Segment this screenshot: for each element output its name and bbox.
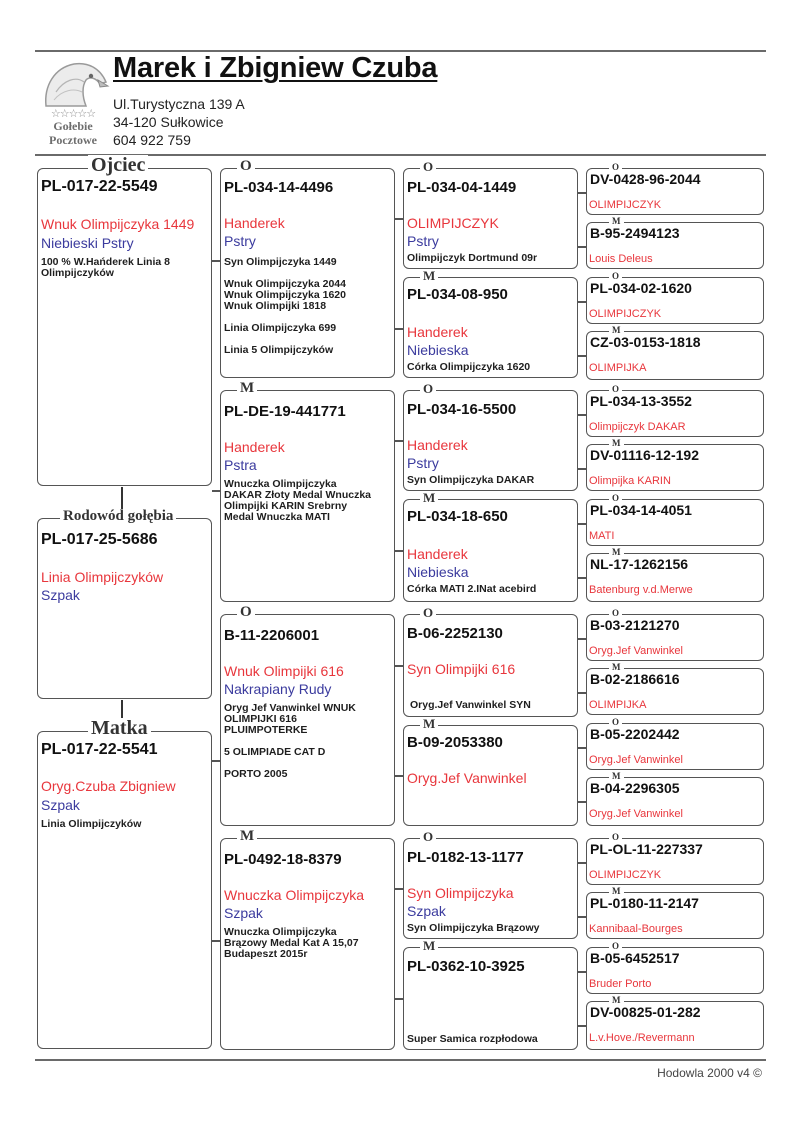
- great-granddam-card[interactable]: [586, 216, 764, 269]
- ring-number: DV-0428-96-2044: [590, 171, 701, 187]
- pigeon-notes: Oryg.Jef Vanwinkel SYN: [410, 699, 531, 711]
- connector-line: [578, 747, 586, 749]
- great-grandsire-card[interactable]: [586, 271, 764, 324]
- pigeon-name: OLIMPIJCZYK: [407, 215, 499, 231]
- ring-number: B-09-2053380: [407, 734, 503, 751]
- pigeon-name: OLIMPIJKA: [589, 699, 647, 711]
- sire-card[interactable]: [220, 158, 395, 378]
- great-granddam-card[interactable]: [586, 547, 764, 602]
- ring-number: NL-17-1262156: [590, 556, 689, 572]
- logo-text-line2: Pocztowe: [49, 133, 97, 147]
- ring-number: DV-01116-12-192: [590, 447, 699, 463]
- pigeon-color: Szpak: [41, 587, 80, 603]
- great-granddam-card[interactable]: [586, 438, 764, 491]
- ring-number: B-03-2121270: [590, 617, 680, 633]
- pigeon-name: Handerek: [407, 546, 468, 562]
- great-granddam-card[interactable]: [586, 886, 764, 939]
- pigeon-head-icon: [36, 56, 110, 108]
- sex-legend: O: [420, 606, 436, 619]
- ring-number: PL-DE-19-441771: [224, 403, 346, 420]
- ring-number: PL-OL-11-227337: [590, 841, 703, 857]
- grandsire-card[interactable]: [403, 381, 578, 491]
- sex-legend: O: [609, 718, 622, 727]
- ring-number: B-05-2202442: [590, 726, 680, 742]
- connector-line: [578, 692, 586, 694]
- connector-line: [578, 414, 586, 416]
- pigeon-notes: Syn Olimpijczyka Brązowy: [407, 922, 540, 934]
- father-legend: Ojciec: [88, 155, 148, 175]
- pigeon-color: Szpak: [407, 903, 446, 919]
- ring-number: PL-034-04-1449: [407, 179, 517, 196]
- pigeon-color: Nakrapiany Rudy: [224, 681, 332, 697]
- mother-card[interactable]: [37, 717, 212, 1049]
- sex-legend: O: [609, 942, 622, 951]
- sex-legend: M: [609, 887, 624, 896]
- pigeon-notes: Syn Olimpijczyka DAKAR: [407, 474, 535, 486]
- pigeon-notes: Super Samica rozpłodowa: [407, 1033, 538, 1045]
- owner-phone: 604 922 759: [113, 132, 191, 148]
- ring-number: PL-034-08-950: [407, 286, 508, 303]
- pigeon-color: Pstry: [407, 455, 439, 471]
- ring-number: PL-034-16-5500: [407, 401, 517, 418]
- ring-number: PL-034-14-4496: [224, 179, 334, 196]
- pigeon-name: OLIMPIJCZYK: [589, 869, 662, 881]
- pigeon-color: Szpak: [41, 797, 80, 813]
- pigeon-color: Pstry: [407, 233, 439, 249]
- connector-line: [212, 260, 220, 262]
- pigeon-name: OLIMPIJCZYK: [589, 199, 662, 211]
- ring-number: PL-034-14-4051: [590, 502, 692, 518]
- ring-number: PL-0362-10-3925: [407, 958, 525, 975]
- pigeon-color: Szpak: [224, 905, 263, 921]
- connector-line: [578, 577, 586, 579]
- ring-number: B-05-6452517: [590, 950, 680, 966]
- sex-legend: M: [609, 439, 624, 448]
- pigeon-name: Wnuczka Olimpijczyka: [224, 887, 365, 903]
- ring-number: PL-017-22-5549: [41, 178, 158, 195]
- breeder-logo: [36, 56, 110, 148]
- sex-legend: O: [609, 163, 622, 172]
- ring-number: PL-034-02-1620: [590, 280, 692, 296]
- pigeon-notes: Olimpijczyk Dortmund 09r: [407, 252, 538, 264]
- great-grandsire-card[interactable]: [586, 384, 764, 437]
- pigeon-notes: Córka MATI 2.INat acebird: [407, 583, 537, 595]
- mother-legend: Matka: [88, 718, 151, 738]
- pigeon-notes: Wnuczka Olimpijczyka DAKAR Złoty Medal Wnuczka Olimpijki KARIN Srebrny Medal Wnuczka MATI: [224, 478, 372, 523]
- pigeon-name: Oryg.Jef Vanwinkel: [589, 808, 683, 820]
- pigeon-notes: Syn Olimpijczyka 1449 Wnuk Olimpijczyka 2044 Wnuk Olimpijczyka 1620 Wnuk Olimpijki 1818 Linia Olimpijczyka 699 Linia 5 Olimpijczyków: [224, 256, 346, 356]
- connector-line: [212, 940, 220, 942]
- pigeon-name: Handerek: [224, 215, 285, 231]
- father-card[interactable]: [37, 154, 212, 486]
- ring-number: B-11-2206001: [224, 627, 320, 644]
- ring-number: B-06-2252130: [407, 625, 503, 642]
- owner-name: Marek i Zbigniew Czuba: [113, 52, 438, 84]
- granddam-card[interactable]: [403, 716, 578, 826]
- pigeon-name: Olimpijczyk DAKAR: [589, 421, 686, 433]
- connector-line: [395, 665, 403, 667]
- sex-legend: O: [420, 160, 436, 173]
- sex-legend: M: [609, 548, 624, 557]
- connector-line: [578, 301, 586, 303]
- ring-number: B-04-2296305: [590, 780, 680, 796]
- pigeon-name: OLIMPIJCZYK: [589, 308, 662, 320]
- pigeon-notes: 100 % W.Hańderek Linia 8 Olimpijczyków: [41, 256, 170, 279]
- grandsire-card[interactable]: [403, 159, 578, 269]
- sex-legend: M: [237, 829, 257, 844]
- pigeon-notes: Oryg Jef Vanwinkel WNUK OLIMPIJKI 616 PLUIMPOTERKE 5 OLIMPIADE CAT D PORTO 2005: [224, 702, 356, 780]
- ring-number: PL-017-25-5686: [41, 531, 158, 548]
- great-granddam-card[interactable]: [586, 325, 764, 380]
- ring-number: DV-00825-01-282: [590, 1004, 701, 1020]
- software-credit: Hodowla 2000 v4 ©: [657, 1066, 762, 1080]
- pigeon-name: Oryg.Czuba Zbigniew: [41, 778, 176, 794]
- sex-legend: O: [237, 159, 255, 174]
- sex-legend: O: [420, 382, 436, 395]
- pigeon-name: Wnuk Olimpijki 616: [224, 663, 344, 679]
- sex-legend: M: [609, 772, 624, 781]
- ring-number: B-95-2494123: [590, 225, 680, 241]
- subject-pigeon-card[interactable]: [37, 508, 212, 699]
- pigeon-color: Niebieska: [407, 564, 469, 580]
- pigeon-color: Pstra: [224, 457, 257, 473]
- great-grandsire-card[interactable]: [586, 608, 764, 661]
- connector-line: [578, 523, 586, 525]
- ring-number: CZ-03-0153-1818: [590, 334, 701, 350]
- sex-legend: M: [420, 269, 438, 282]
- subject-legend: Rodowód gołębia: [60, 509, 176, 524]
- connector-line: [395, 328, 403, 330]
- sex-legend: M: [609, 326, 624, 335]
- connector-line: [395, 440, 403, 442]
- dam-card[interactable]: [220, 828, 395, 1050]
- great-grandsire-card[interactable]: [586, 832, 764, 885]
- owner-address-street: Ul.Turystyczna 139 A: [113, 96, 245, 112]
- pigeon-name: Handerek: [407, 437, 468, 453]
- sex-legend: M: [609, 996, 624, 1005]
- pigeon-name: Handerek: [407, 324, 468, 340]
- ring-number: PL-034-13-3552: [590, 393, 692, 409]
- connector-line: [578, 192, 586, 194]
- pigeon-color: Pstry: [224, 233, 256, 249]
- great-grandsire-card[interactable]: [586, 493, 764, 546]
- pigeon-notes: Córka Olimpijczyka 1620: [407, 361, 531, 373]
- grandsire-card[interactable]: [403, 605, 578, 717]
- great-granddam-card[interactable]: [586, 771, 764, 826]
- connector-line: [212, 490, 220, 492]
- pigeon-name: Louis Deleus: [589, 253, 653, 265]
- ring-number: PL-0180-11-2147: [590, 895, 699, 911]
- sex-legend: O: [609, 494, 622, 503]
- connector-line: [578, 246, 586, 248]
- connector-line: [395, 550, 403, 552]
- connector-line: [395, 218, 403, 220]
- sex-legend: O: [609, 385, 622, 394]
- sex-legend: O: [609, 272, 622, 281]
- footer-rule: [35, 1059, 766, 1061]
- ring-number: PL-0182-13-1177: [407, 849, 524, 866]
- owner-address-city: 34-120 Sułkowice: [113, 114, 224, 130]
- pigeon-name: OLIMPIJKA: [589, 362, 647, 374]
- connector-line: [395, 888, 403, 890]
- pigeon-name: Olimpijka KARIN: [589, 475, 671, 487]
- pigeon-name: Syn Olimpijczyka: [407, 885, 514, 901]
- sex-legend: M: [609, 663, 624, 672]
- ring-number: PL-034-18-650: [407, 508, 508, 525]
- dam-card[interactable]: [220, 380, 395, 602]
- connector-line: [395, 998, 403, 1000]
- connector-line: [578, 1025, 586, 1027]
- pigeon-notes: Linia Olimpijczyków: [41, 818, 142, 830]
- pigeon-name: Oryg.Jef Vanwinkel: [589, 754, 683, 766]
- pigeon-notes: Wnuczka Olimpijczyka Brązowy Medal Kat A 15,07 Budapeszt 2015r: [224, 926, 359, 960]
- sex-legend: M: [420, 939, 438, 952]
- sex-legend: O: [420, 830, 436, 843]
- pigeon-name: Kannibaal-Bourges: [589, 923, 683, 935]
- pigeon-name: Syn Olimpijki 616: [407, 661, 516, 677]
- great-grandsire-card[interactable]: [586, 162, 764, 215]
- connector-line: [578, 916, 586, 918]
- pigeon-name: Oryg.Jef Vanwinkel: [589, 645, 683, 657]
- pigeon-color: Niebieska: [407, 342, 469, 358]
- granddam-card[interactable]: [403, 938, 578, 1050]
- sex-legend: O: [609, 833, 622, 842]
- sex-legend: M: [237, 381, 257, 396]
- ring-number: PL-017-22-5541: [41, 741, 158, 758]
- ring-number: PL-0492-18-8379: [224, 851, 342, 868]
- pigeon-name: L.v.Hove./Revermann: [589, 1032, 695, 1044]
- great-granddam-card[interactable]: [586, 662, 764, 715]
- grandsire-card[interactable]: [403, 829, 578, 939]
- connector-line: [578, 355, 586, 357]
- pigeon-name: Wnuk Olimpijczyka 1449: [41, 216, 195, 232]
- sex-legend: M: [420, 717, 438, 730]
- sire-card[interactable]: [220, 604, 395, 826]
- pigeon-name: MATI: [589, 530, 615, 542]
- logo-text-line1: Gołebie: [53, 119, 93, 133]
- granddam-card[interactable]: [403, 268, 578, 378]
- pigeon-color: Niebieski Pstry: [41, 235, 134, 251]
- connector-line: [578, 801, 586, 803]
- sex-legend: M: [420, 491, 438, 504]
- pigeon-name: Oryg.Jef Vanwinkel: [407, 770, 527, 786]
- great-granddam-card[interactable]: [586, 995, 764, 1050]
- connector-line: [578, 468, 586, 470]
- pigeon-name: Batenburg v.d.Merwe: [589, 584, 693, 596]
- connector-line: [212, 760, 220, 762]
- pigeon-name: Linia Olimpijczyków: [41, 569, 164, 585]
- connector-line: [578, 862, 586, 864]
- great-grandsire-card[interactable]: [586, 941, 764, 994]
- granddam-card[interactable]: [403, 490, 578, 602]
- logo-stars: ☆☆☆☆☆: [50, 107, 96, 120]
- pigeon-name: Handerek: [224, 439, 285, 455]
- sex-legend: O: [609, 609, 622, 618]
- pigeon-name: Bruder Porto: [589, 978, 652, 990]
- connector-line: [578, 638, 586, 640]
- sex-legend: M: [609, 217, 624, 226]
- great-grandsire-card[interactable]: [586, 717, 764, 770]
- sex-legend: O: [237, 605, 255, 620]
- ring-number: B-02-2186616: [590, 671, 680, 687]
- connector-line: [578, 971, 586, 973]
- connector-line: [395, 775, 403, 777]
